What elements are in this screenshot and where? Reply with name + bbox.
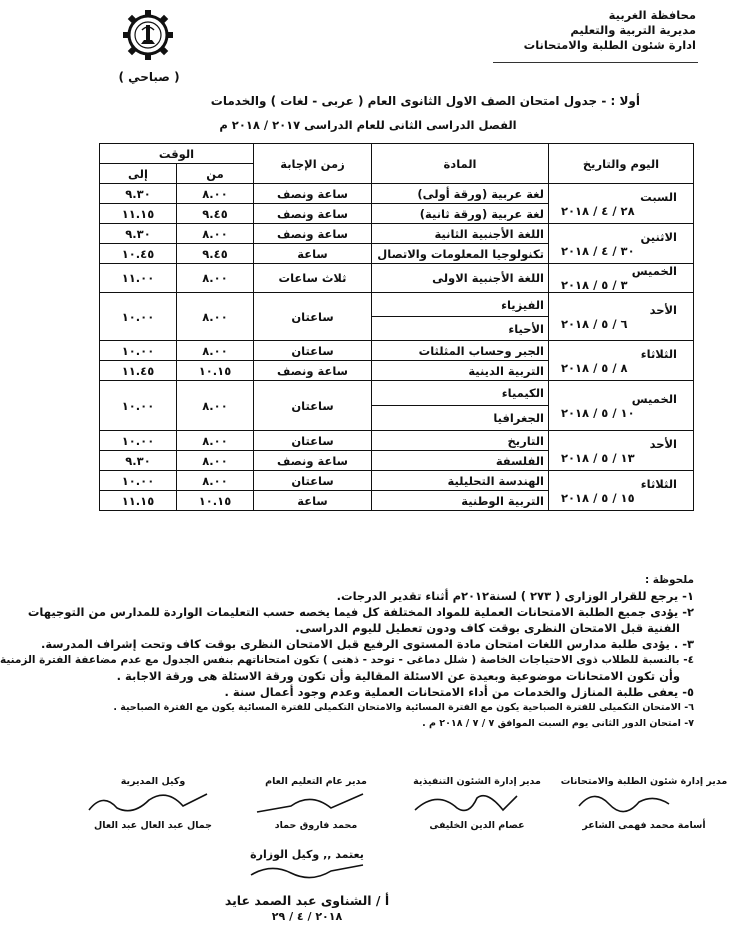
subject-cell: الجبر وحساب المثلثات (372, 341, 549, 361)
note-item: ٥- يعفى طلبة المنازل والخدمات من أداء الامتحانات العملية وعدم وجود أعمال سنة . (224, 685, 694, 699)
table-header-row (100, 144, 694, 164)
duration-cell: ساعتان (254, 381, 372, 431)
approval-label: يعتمد ,, وكيل الوزارة (250, 848, 364, 861)
subject-cell: اللغة الأجنبية الاولى (372, 264, 549, 293)
exam-date: ١٣ / ٥ / ٢٠١٨ (561, 450, 635, 465)
start-time-cell: ٨.٠٠ (177, 293, 254, 341)
subject-cell: اللغة الأجنبية الثانية (372, 224, 549, 244)
table-row (100, 224, 694, 244)
subject-cell: التربية الوطنية (372, 491, 549, 511)
signatory-title: وكيل المديرية (120, 776, 186, 787)
end-time-cell: ٩.٣٠ (100, 224, 177, 244)
end-time-cell: ١١.١٥ (100, 491, 177, 511)
exam-schedule-table (99, 143, 694, 511)
governorate: محافظة الغربية (608, 8, 696, 22)
start-time-cell: ١٠.١٥ (177, 361, 254, 381)
exam-date: ١٠ / ٥ / ٢٠١٨ (561, 405, 635, 420)
signatory-title: مدير عام التعليم العام (265, 776, 367, 787)
document-title: أولا : - جدول امتحان الصف الاول الثانوى العام ( عربى - لغات ) والخدمات (210, 94, 640, 108)
signature-block (559, 776, 729, 831)
exam-date: ٨ / ٥ / ٢٠١٨ (561, 360, 628, 375)
header-time: الوقت (100, 144, 254, 164)
document-subtitle: الفصل الدراسى الثانى للعام الدراسى ٢٠١٧ / ٢٠١٨ م (219, 118, 517, 132)
day-name: الأحد (649, 436, 677, 451)
end-time-cell: ١٠.٠٠ (100, 341, 177, 361)
department: ادارة شئون الطلبة والامتحانات (523, 38, 696, 52)
subject-cell: التربية الدينية (372, 361, 549, 381)
table-row (100, 264, 694, 293)
duration-cell: ساعتان (254, 431, 372, 451)
day-date-cell (549, 381, 694, 431)
start-time-cell: ٨.٠٠ (177, 381, 254, 431)
duration-cell: ساعة ونصف (254, 361, 372, 381)
end-time-cell: ١١.٤٥ (100, 361, 177, 381)
day-date-cell (549, 341, 694, 381)
duration-cell: ثلاث ساعات (254, 264, 372, 293)
subject-cell: التاريخ (372, 431, 549, 451)
duration-cell: ساعتان (254, 341, 372, 361)
day-name: الخميس (631, 391, 677, 406)
signatory-name: جمال عبد العال عبد العال (94, 820, 212, 831)
start-time-cell: ٨.٠٠ (177, 431, 254, 451)
issuer-header (496, 8, 696, 53)
day-date-cell (549, 293, 694, 341)
end-time-cell: ١١.٠٠ (100, 264, 177, 293)
day-date-cell (549, 264, 694, 293)
table-row (100, 184, 694, 204)
note-item: الفنية قبل الامتحان النظرى بوقت كاف ودون تعطيل لليوم الدراسى. (295, 621, 680, 635)
exam-date: ١٥ / ٥ / ٢٠١٨ (561, 490, 635, 505)
end-time-cell: ٩.٣٠ (100, 451, 177, 471)
signatory-name: عصام الدين الخليفى (429, 820, 525, 831)
duration-cell: ساعة ونصف (254, 451, 372, 471)
end-time-cell: ١١.١٥ (100, 204, 177, 224)
note-item: ١- يرجع للقرار الوزارى ( ٢٧٣ ) لسنة٢٠١٢م أثناء تقدير الدرجات. (336, 589, 694, 603)
header-divider (493, 62, 698, 63)
note-item: ٢- يؤدى جميع الطلبة الامتحانات العملية للمواد المختلفة كل فيما يخصه حسب التعليمات الواردة للمدارس من التوجيهات (27, 605, 694, 619)
day-name: السبت (640, 189, 677, 204)
subject-cell: الفيزياء (372, 293, 549, 317)
day-date-cell (549, 224, 694, 264)
end-time-cell: ٩.٣٠ (100, 184, 177, 204)
exam-date: ٣ / ٥ / ٢٠١٨ (561, 278, 628, 292)
subject-cell: الجغرافيا (372, 406, 549, 431)
signatory-title: مدير إدارة شئون الطلبة والامتحانات (560, 776, 728, 787)
handwritten-signature (247, 861, 367, 879)
note-item: ٣- . يؤدى طلبة مدارس اللغات امتحان مادة المستوى الرفيع قبل الامتحان النظرى بوقت كاف وتحت إشراف المدرسة. (40, 637, 694, 651)
subject-cell: الهندسة التحليلية (372, 471, 549, 491)
signature-block (73, 776, 233, 831)
duration-cell: ساعتان (254, 471, 372, 491)
undersecretary-name: أ / الشناوى عبد الصمد عايد (224, 893, 390, 908)
directorate: مديرية التربية والتعليم (570, 23, 696, 37)
day-date-cell (549, 431, 694, 471)
handwritten-signature (251, 786, 371, 818)
handwritten-signature (83, 786, 213, 818)
header-duration: زمن الإجابة (254, 144, 372, 184)
day-name: الاثنين (640, 229, 677, 244)
notes-heading: ملحوظة : (644, 574, 694, 586)
start-time-cell: ٩.٤٥ (177, 244, 254, 264)
day-date-cell (549, 471, 694, 511)
subject-cell: لغة عربية (ورقة ثانية) (372, 204, 549, 224)
end-time-cell: ١٠.٠٠ (100, 471, 177, 491)
signature-block (397, 776, 557, 831)
signature-block (241, 776, 391, 831)
day-date-cell (549, 184, 694, 224)
header-subject: المادة (372, 144, 549, 184)
shift-label: ( صباحي ) (118, 70, 180, 84)
exam-date: ٣٠ / ٤ / ٢٠١٨ (561, 243, 635, 258)
table-row (100, 293, 694, 317)
gear-emblem-icon (121, 8, 175, 62)
duration-cell: ساعة (254, 244, 372, 264)
note-item: ٤- بالنسبة للطلاب ذوى الاحتياجات الخاصة ( شلل دماغى - توحد - ذهنى ) تكون امتحاناتهم بنفس الجدول مع عدم مضاعفة الفترة الزمنية (0, 654, 694, 666)
handwritten-signature (407, 786, 527, 818)
duration-cell: ساعة ونصف (254, 224, 372, 244)
note-item: ٧- امتحان الدور الثانى يوم السبت الموافق ٧ / ٧ / ٢٠١٨ م . (422, 718, 694, 729)
subject-cell: لغة عربية (ورقة أولى) (372, 184, 549, 204)
duration-cell: ساعة (254, 491, 372, 511)
exam-date: ٢٨ / ٤ / ٢٠١٨ (561, 203, 635, 218)
subject-cell: الأحياء (372, 317, 549, 341)
note-item: ٦- الامتحان التكميلى للفترة الصباحية يكون مع الفترة المسائية والامتحان التكميلى للفترة المسائية يكون مع الفترة الصباحية . (113, 702, 694, 713)
table-row (100, 381, 694, 406)
header-day-date: اليوم والتاريخ (549, 144, 694, 184)
start-time-cell: ٨.٠٠ (177, 451, 254, 471)
table-row (100, 341, 694, 361)
approval-date: ٢٠١٨ / ٤ / ٢٩ (271, 910, 343, 923)
ministry-logo (121, 8, 175, 62)
signatory-name: أسامة محمد فهمى الشاعر (582, 820, 706, 831)
signatures-row (65, 776, 729, 836)
start-time-cell: ١٠.١٥ (177, 491, 254, 511)
start-time-cell: ٨.٠٠ (177, 264, 254, 293)
start-time-cell: ٨.٠٠ (177, 471, 254, 491)
table-row (100, 471, 694, 491)
duration-cell: ساعة ونصف (254, 204, 372, 224)
start-time-cell: ٨.٠٠ (177, 341, 254, 361)
duration-cell: ساعتان (254, 293, 372, 341)
duration-cell: ساعة ونصف (254, 184, 372, 204)
notes-section (0, 572, 694, 732)
approval-block (207, 848, 407, 923)
day-name: الأحد (649, 302, 677, 317)
start-time-cell: ٨.٠٠ (177, 224, 254, 244)
note-item: وأن تكون الامتحانات موضوعية وبعيدة عن الاسئلة المقالية وأن تكون ورقة الاسئلة هى ورقة الاجابة . (116, 669, 680, 683)
signatory-name: محمد فاروق حماد (274, 820, 358, 831)
subject-cell: تكنولوجيا المعلومات والاتصال (372, 244, 549, 264)
end-time-cell: ١٠.٠٠ (100, 381, 177, 431)
day-name: الثلاثاء (640, 476, 677, 491)
end-time-cell: ١٠.٠٠ (100, 431, 177, 451)
end-time-cell: ١٠.٠٠ (100, 293, 177, 341)
header-to: إلى (100, 164, 177, 184)
table-row (100, 431, 694, 451)
subject-cell: الفلسفة (372, 451, 549, 471)
end-time-cell: ١٠.٤٥ (100, 244, 177, 264)
exam-date: ٦ / ٥ / ٢٠١٨ (561, 316, 628, 331)
start-time-cell: ٩.٤٥ (177, 204, 254, 224)
day-name: الثلاثاء (640, 346, 677, 361)
header-from: من (177, 164, 254, 184)
signatory-title: مدير إدارة الشئون التنفيذية (413, 776, 541, 787)
handwritten-signature (569, 786, 689, 816)
day-name: الخميس (631, 264, 677, 278)
start-time-cell: ٨.٠٠ (177, 184, 254, 204)
subject-cell: الكيمياء (372, 381, 549, 406)
